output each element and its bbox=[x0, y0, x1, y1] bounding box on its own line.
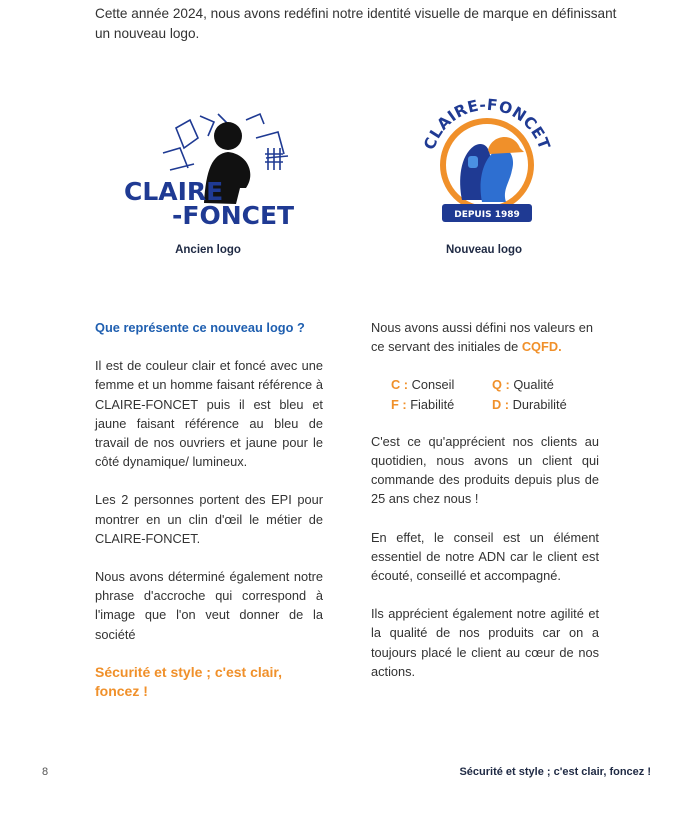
helmet-icon bbox=[488, 137, 524, 154]
values-list bbox=[391, 375, 599, 413]
left-slogan: Sécurité et style ; c'est clair, foncez ! bbox=[95, 663, 282, 699]
footer-slogan: Sécurité et style ; c'est clair, foncez ! bbox=[459, 766, 651, 778]
new-logo-ring-text: CLAIRE-FONCET bbox=[420, 95, 554, 153]
value-item-d: D : Durabilité bbox=[492, 396, 567, 412]
new-logo-since: DEPUIS 1989 bbox=[454, 210, 520, 220]
value-item-f: F : Fiabilité bbox=[391, 396, 455, 412]
page-number: 8 bbox=[42, 766, 49, 778]
right-paragraph-4: Ils apprécient également notre agilité et la qualité de nos produits car on a toujours placé le client au cœur de nos actions. bbox=[371, 606, 599, 679]
left-heading: Que représente ce nouveau logo ? bbox=[95, 320, 305, 335]
left-paragraph-2: Les 2 personnes portent des EPI pour montrer en un clin d'œil le métier de CLAIRE-FONCET. bbox=[95, 492, 323, 546]
left-paragraph-1: Il est de couleur clair et foncé avec une femme et un homme faisant référence à CLAIRE-FONCET puis il est bleu et jaune faisant référence au bleu de travail de nos ouvriers et jaune pour le côté dynamique/ lumineux. bbox=[95, 358, 323, 470]
ear-protection-icon bbox=[468, 156, 478, 168]
value-item-c: C : Conseil bbox=[391, 377, 455, 393]
right-paragraph-3: En effet, le conseil est un élément essentiel de notre ADN car le client est écouté, conseillé et accompagné. bbox=[371, 529, 599, 584]
value-item-q: Q : Qualité bbox=[492, 377, 554, 393]
left-paragraph-3: Nous avons déterminé également notre phrase d'accroche qui correspond à l'image que l'on veut donner de la société bbox=[95, 569, 323, 642]
old-logo-line1: CLAIRE bbox=[124, 177, 224, 206]
old-logo-line2: -FONCET bbox=[172, 201, 295, 230]
old-logo bbox=[118, 108, 308, 233]
old-logo-caption: Ancien logo bbox=[175, 244, 241, 256]
intro-text: Cette année 2024, nous avons redéfini notre identité visuelle de marque en définissant un nouveau logo. bbox=[95, 6, 617, 41]
cqfd-highlight: CQFD. bbox=[521, 339, 562, 355]
right-paragraph-2: C'est ce qu'apprécient nos clients au quotidien, nous avons un client qui commande des produits depuis plus de 25 ans chez nous ! bbox=[371, 433, 599, 507]
new-logo bbox=[412, 90, 562, 240]
left-column bbox=[95, 318, 323, 720]
right-p1-text: Nous avons aussi défini nos valeurs en ce servant des initiales de bbox=[371, 320, 593, 355]
workers-silhouette-icon bbox=[460, 137, 524, 202]
right-paragraph-1 bbox=[371, 318, 599, 356]
right-column bbox=[371, 318, 599, 700]
new-logo-caption: Nouveau logo bbox=[445, 244, 523, 256]
